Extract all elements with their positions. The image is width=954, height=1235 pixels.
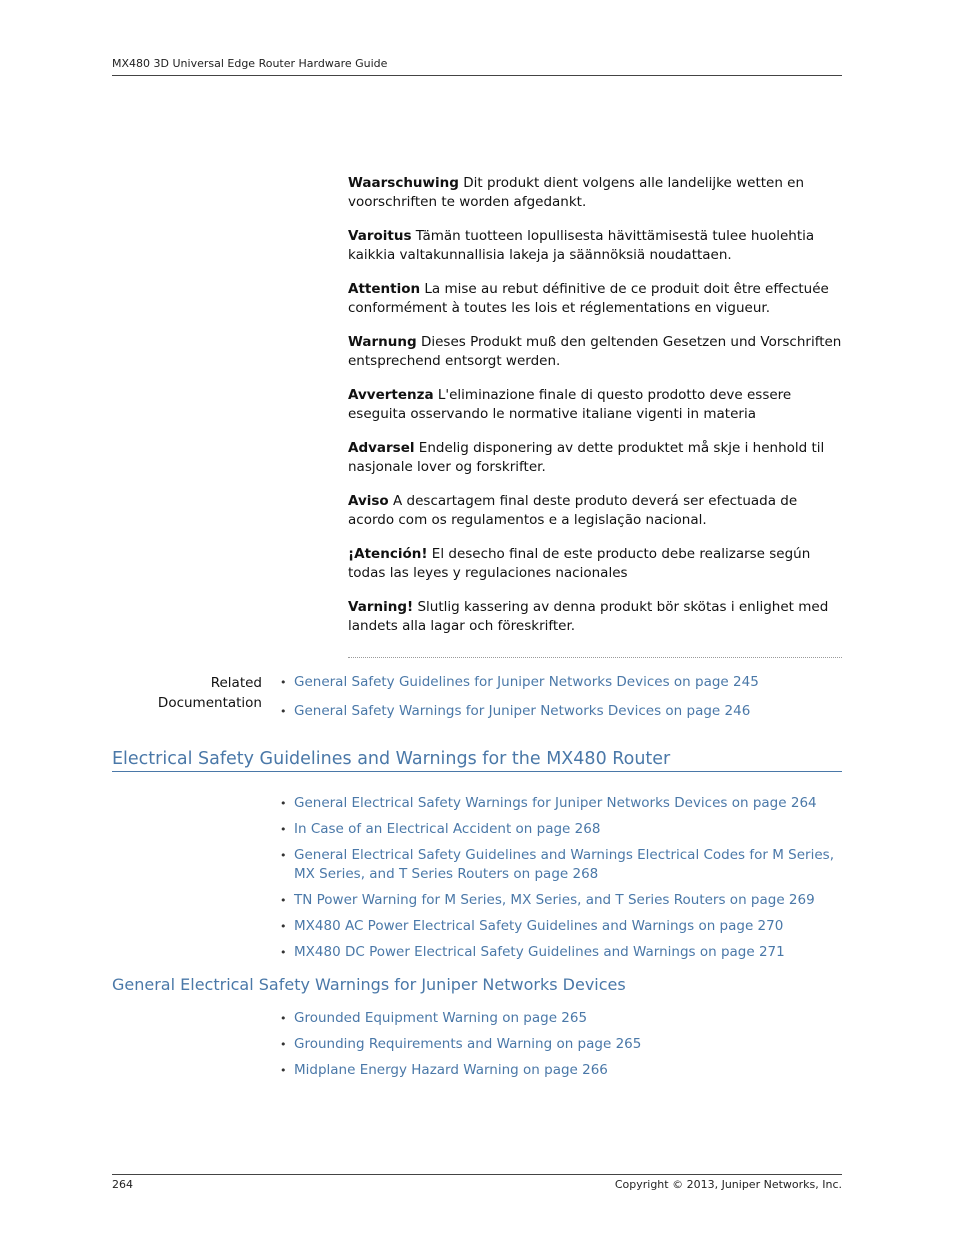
warning-text: La mise au rebut définitive de ce produit doit être effectuée conformément à toutes les lois et réglementations en vigueur.: [348, 281, 829, 316]
warning-text: El desecho final de este producto debe realizarse según todas las leyes y regulaciones nacionales: [348, 546, 811, 581]
warning-label: Varoitus: [348, 228, 412, 244]
toc-link[interactable]: [278, 1061, 838, 1080]
related-label-line: Related: [210, 675, 262, 691]
toc-link[interactable]: [278, 820, 838, 839]
warning-spanish: [348, 545, 843, 583]
warning-finnish: [348, 227, 843, 265]
toc-link[interactable]: [278, 794, 838, 813]
warning-label: Varning!: [348, 599, 414, 615]
running-header-title: MX480 3D Universal Edge Router Hardware Guide: [112, 57, 388, 70]
warning-label: Advarsel: [348, 440, 415, 456]
link-text[interactable]: General Electrical Safety Guidelines and Warnings Electrical Codes for M Series, MX Series, and T Series Routers on page 268: [294, 847, 834, 882]
section-links: [278, 794, 838, 962]
copyright-notice: Copyright © 2013, Juniper Networks, Inc.: [614, 1178, 842, 1191]
toc-link[interactable]: [278, 1035, 838, 1054]
toc-link[interactable]: [278, 846, 838, 884]
warning-french: [348, 280, 843, 318]
bullet-icon: •: [280, 1038, 287, 1051]
warning-dutch: [348, 174, 843, 212]
warning-text: Dieses Produkt muß den geltenden Gesetzen und Vorschriften entsprechend entsorgt werden.: [348, 334, 842, 369]
bullet-icon: •: [280, 823, 287, 836]
warning-italian: [348, 386, 843, 424]
link-text[interactable]: Grounded Equipment Warning on page 265: [294, 1010, 588, 1026]
toc-link[interactable]: [278, 943, 838, 962]
bullet-icon: •: [280, 920, 287, 933]
toc-link[interactable]: [278, 917, 838, 936]
link-text[interactable]: TN Power Warning for M Series, MX Series, and T Series Routers on page 269: [294, 892, 815, 908]
warning-text: Tämän tuotteen lopullisesta hävittämisestä tulee huolehtia kaikkia valtakunnallisia lakeja ja säännöksiä noudattaen.: [348, 228, 815, 263]
related-link[interactable]: [278, 702, 838, 721]
warning-label: ¡Atención!: [348, 546, 428, 562]
warning-label: Aviso: [348, 493, 389, 509]
warning-german: [348, 333, 843, 371]
related-documentation-label: [112, 673, 262, 713]
bullet-icon: •: [280, 705, 287, 718]
related-divider: [348, 657, 842, 658]
warning-text: Dit produkt dient volgens alle landelijke wetten en voorschriften te worden afgedankt.: [348, 175, 805, 210]
warning-text: L'eliminazione finale di questo prodotto deve essere eseguita osservando le normative italiane vigenti in materia: [348, 387, 792, 422]
bullet-icon: •: [280, 1064, 287, 1077]
warning-label: Waarschuwing: [348, 175, 459, 191]
bullet-icon: •: [280, 676, 287, 689]
related-label-line: Documentation: [157, 695, 262, 711]
warning-label: Avvertenza: [348, 387, 434, 403]
related-link[interactable]: [278, 673, 838, 692]
footer-divider: [112, 1174, 842, 1175]
link-text[interactable]: General Safety Guidelines for Juniper Networks Devices on page 245: [294, 674, 759, 690]
warning-label: Attention: [348, 281, 421, 297]
bullet-icon: •: [280, 849, 287, 862]
disposal-warnings: [348, 174, 843, 651]
bullet-icon: •: [280, 946, 287, 959]
toc-link[interactable]: [278, 891, 838, 910]
link-text[interactable]: General Safety Warnings for Juniper Networks Devices on page 246: [294, 703, 751, 719]
bullet-icon: •: [280, 894, 287, 907]
bullet-icon: •: [280, 1012, 287, 1025]
warning-swedish: [348, 598, 843, 636]
link-text[interactable]: MX480 AC Power Electrical Safety Guidelines and Warnings on page 270: [294, 918, 784, 934]
subsection-links: [278, 1009, 838, 1080]
link-text[interactable]: Grounding Requirements and Warning on page 265: [294, 1036, 642, 1052]
toc-link[interactable]: [278, 1009, 838, 1028]
subsection-heading: General Electrical Safety Warnings for Juniper Networks Devices: [112, 975, 626, 994]
link-text[interactable]: Midplane Energy Hazard Warning on page 266: [294, 1062, 608, 1078]
header-divider: [112, 75, 842, 76]
link-text[interactable]: General Electrical Safety Warnings for Juniper Networks Devices on page 264: [294, 795, 817, 811]
warning-label: Warnung: [348, 334, 417, 350]
warning-text: A descartagem final deste produto deverá ser efectuada de acordo com os regulamentos e a legislação nacional.: [348, 493, 798, 528]
link-text[interactable]: In Case of an Electrical Accident on page 268: [294, 821, 601, 837]
link-text[interactable]: MX480 DC Power Electrical Safety Guidelines and Warnings on page 271: [294, 944, 785, 960]
page-number: 264: [112, 1178, 133, 1191]
warning-norwegian: [348, 439, 843, 477]
warning-text: Endelig disponering av dette produktet må skje i henhold til nasjonale lover og forskrifter.: [348, 440, 825, 475]
warning-text: Slutlig kassering av denna produkt bör skötas i enlighet med landets alla lagar och föreskrifter.: [348, 599, 829, 634]
section-heading: Electrical Safety Guidelines and Warnings for the MX480 Router: [112, 749, 842, 772]
related-links: [278, 673, 838, 721]
warning-portuguese: [348, 492, 843, 530]
bullet-icon: •: [280, 797, 287, 810]
